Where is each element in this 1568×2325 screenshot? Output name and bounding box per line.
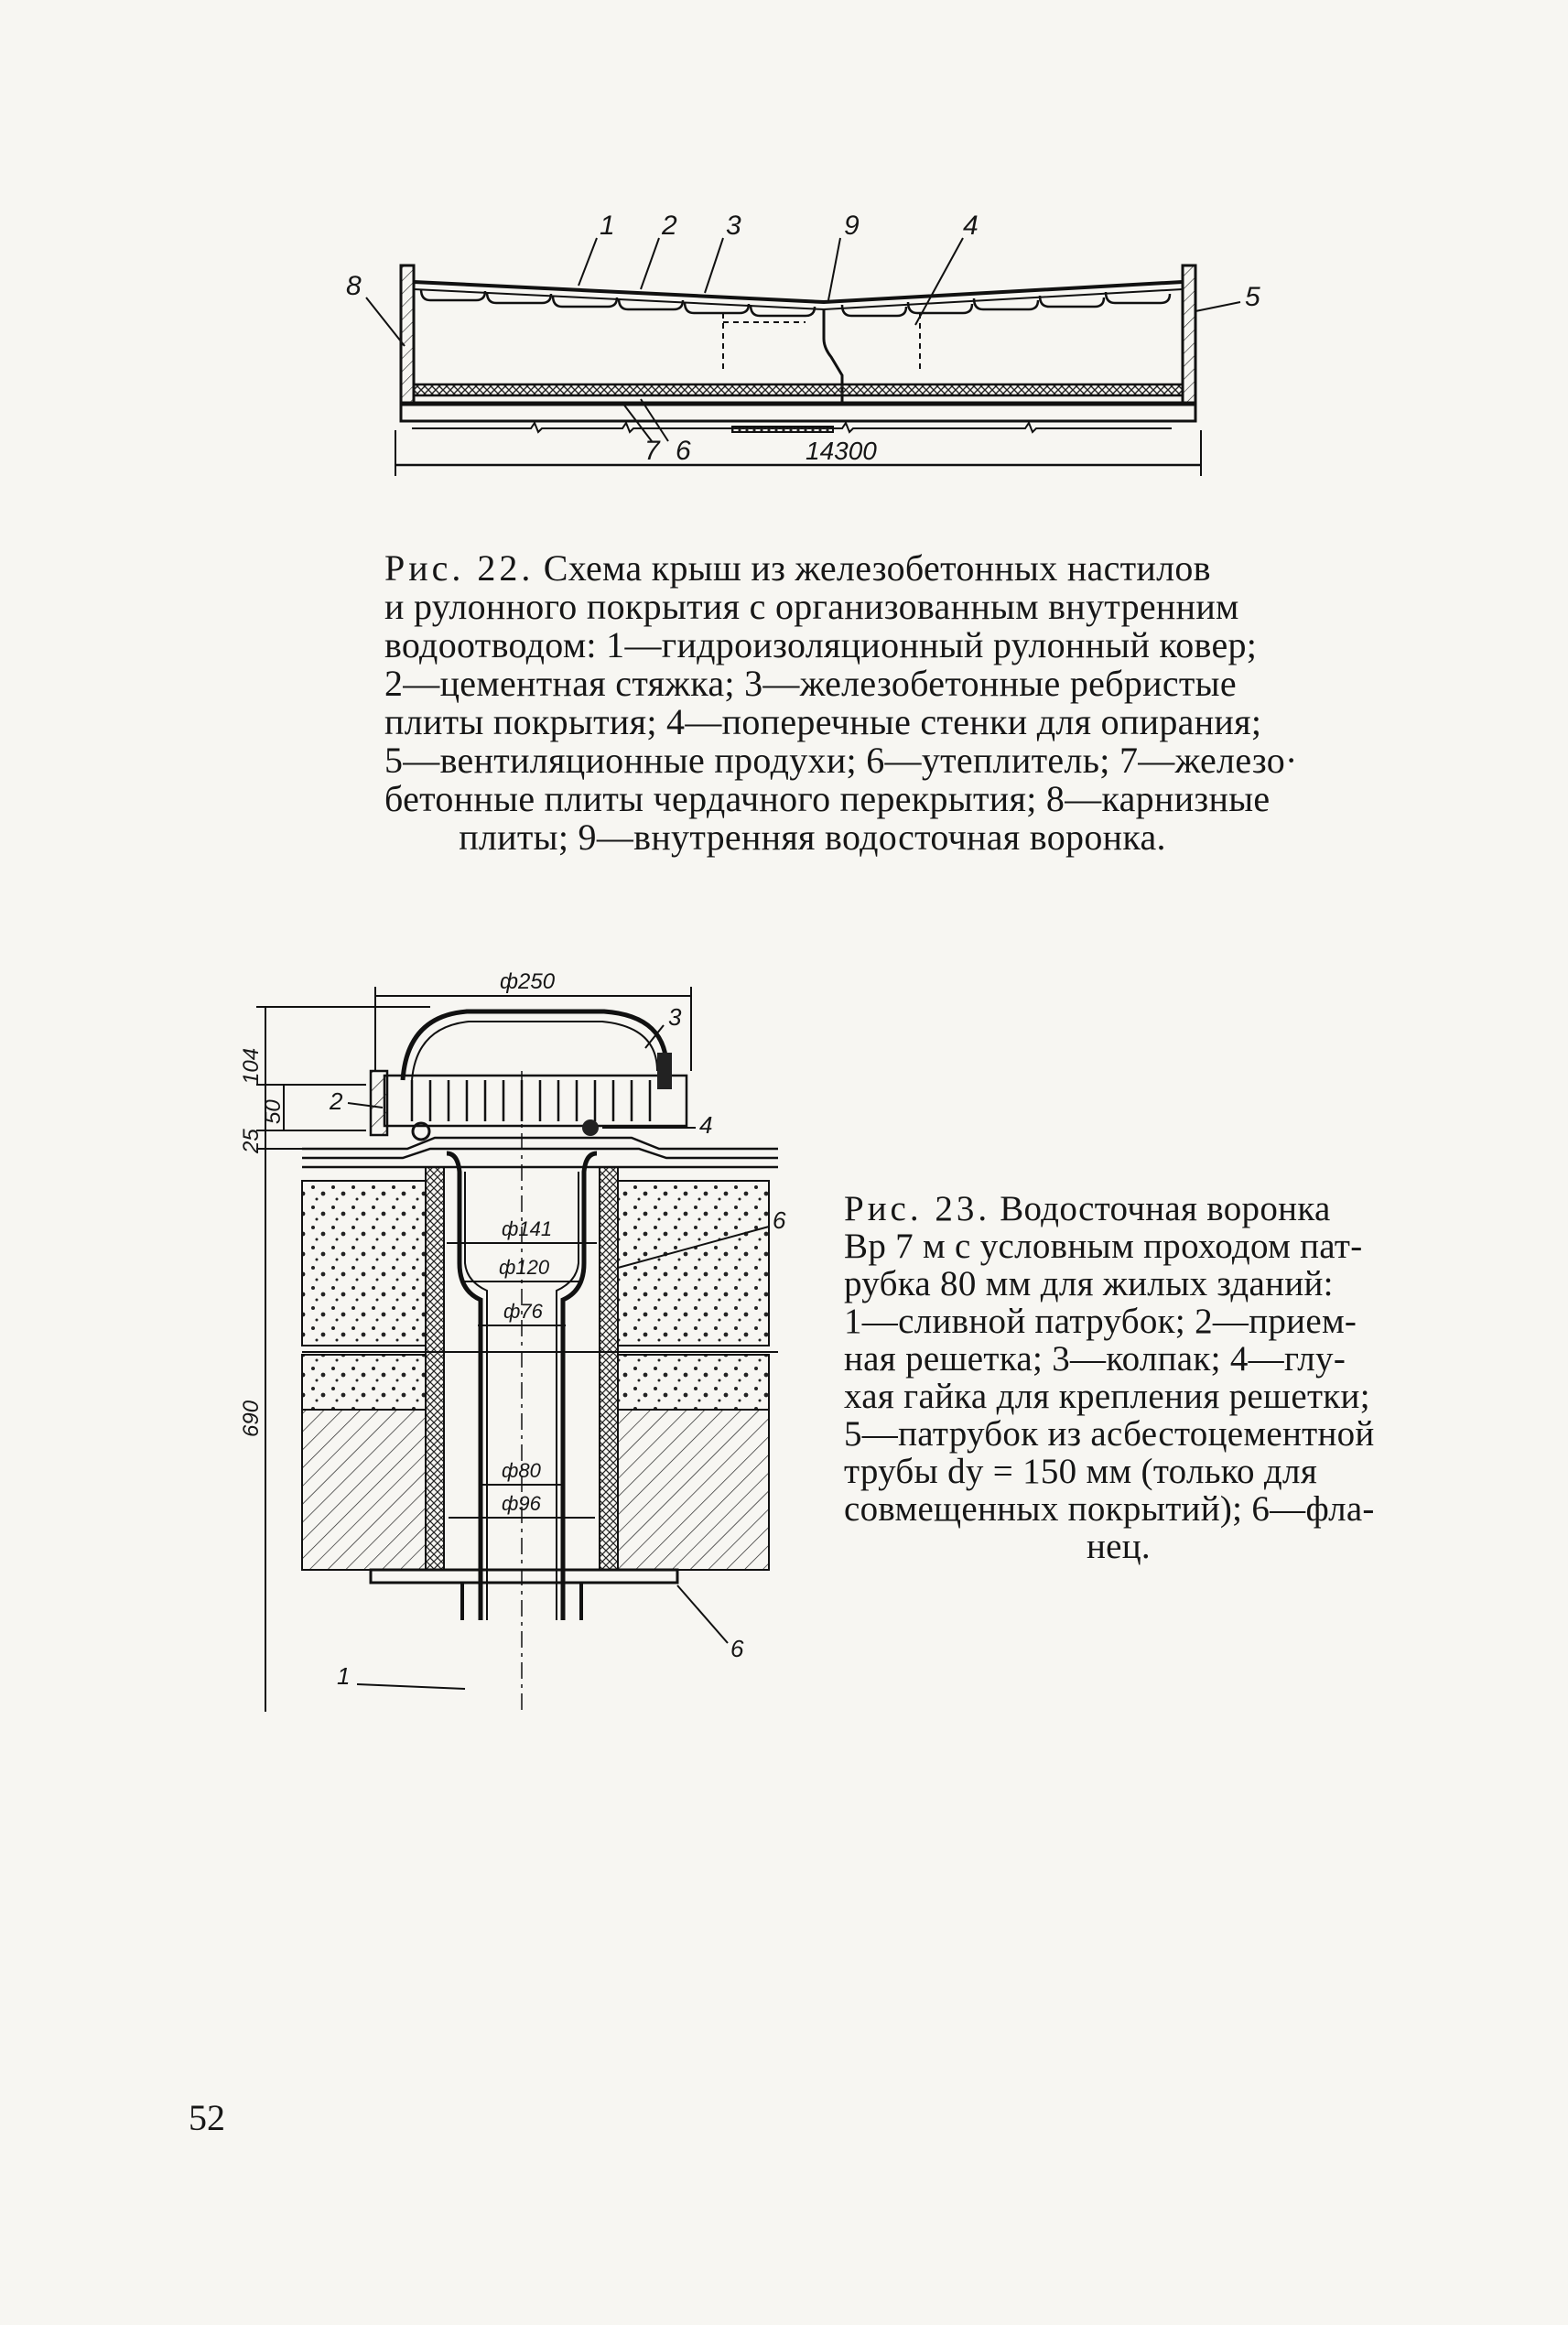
concrete-block-left [302, 1181, 426, 1346]
slab-hatched-right [618, 1410, 769, 1570]
roof-membrane [302, 1138, 778, 1167]
dim-50: 50 [261, 1099, 286, 1124]
callout-6-top: 6 [773, 1206, 786, 1234]
dim-d96: ф96 [502, 1492, 541, 1515]
caption-line: и рулонного покрытия с организованным внутренним [384, 586, 1239, 627]
caption-line: совмещенных покрытий); 6—фла- [844, 1489, 1375, 1529]
callout-9: 9 [844, 211, 860, 241]
figure-22-caption [384, 547, 1298, 858]
caption-line: плиты; 9—внутренняя водосточная воронка. [459, 816, 1166, 858]
roof-surface [414, 282, 1183, 302]
figure-22-roof-section-diagram [330, 211, 1263, 503]
callout-6: 6 [676, 436, 691, 466]
dim-104: 104 [239, 1047, 264, 1085]
asbestos-pipe-right [600, 1167, 618, 1570]
asbestos-pipe-left [426, 1167, 444, 1570]
ribbed-slabs [421, 289, 1170, 316]
callout-3: 3 [726, 211, 741, 241]
dim-d250: ф250 [500, 969, 556, 994]
dim-d141: ф141 [502, 1217, 553, 1240]
callout-2: 2 [330, 1087, 343, 1115]
receiving-grille [384, 1076, 687, 1126]
dim-690: 690 [239, 1400, 264, 1437]
callout-4: 4 [963, 211, 979, 241]
caption-line: водоотводом: 1—гидроизоляционный рулонный ковер; [384, 624, 1258, 665]
caption-line: 5—патрубок из асбестоцементной [844, 1414, 1375, 1454]
caption-line: 1—сливной патрубок; 2—прием- [844, 1302, 1357, 1341]
right-cornice-slab [1183, 265, 1195, 403]
dim-d80: ф80 [502, 1459, 541, 1482]
dim-d120: ф120 [499, 1256, 550, 1279]
callout-1: 1 [600, 211, 615, 241]
caption-line: Вр 7 м с условным проходом пат- [844, 1227, 1363, 1266]
caption-line: ная решетка; 3—колпак; 4—глу- [844, 1339, 1346, 1379]
figure-23-roof-drain-funnel-diagram [229, 961, 833, 1721]
caption-line: 2—цементная стяжка; 3—железобетонные ребристые [384, 663, 1237, 704]
concrete-block-right [618, 1181, 769, 1346]
flange [371, 1570, 677, 1583]
callout-1: 1 [337, 1662, 351, 1690]
callout-2: 2 [662, 211, 677, 241]
caption-line: 5—вентиляционные продухи; 6—утеплитель; 7—железо· [384, 740, 1298, 781]
caption-label: Рис. 23. [844, 1189, 991, 1228]
callout-5: 5 [1245, 282, 1260, 312]
caption-label: Рис. 22. [384, 547, 535, 589]
caption-line: рубка 80 мм для жилых зданий: [844, 1264, 1334, 1303]
slab-hatched-left [302, 1410, 426, 1570]
callout-4: 4 [699, 1111, 713, 1139]
caption-line: Схема крыш из железобетонных настилов [543, 547, 1211, 589]
dimension-14300: 14300 [806, 437, 877, 465]
attic-floor-slab [401, 405, 1195, 421]
callout-8: 8 [346, 271, 362, 301]
figure-23-caption [844, 1190, 1393, 1565]
insulation-layer [414, 384, 1183, 395]
caption-line: Водосточная воронка [1000, 1189, 1331, 1228]
callout-7: 7 [644, 436, 660, 466]
caption-line: бетонные плиты чердачного перекрытия; 8—карнизные [384, 778, 1271, 819]
page-number: 52 [189, 2097, 225, 2138]
funnel-body [447, 1153, 481, 1620]
dim-25: 25 [239, 1129, 264, 1153]
caption-line: нец. [1086, 1527, 1151, 1566]
caption-line: трубы dу = 150 мм (только для [844, 1452, 1318, 1491]
callout-6-bottom: 6 [730, 1635, 744, 1662]
dim-d76: ф76 [503, 1300, 543, 1323]
caption-line: хая гайка для крепления решетки; [844, 1377, 1370, 1416]
left-cornice-slab [401, 265, 414, 403]
callout-3: 3 [668, 1003, 682, 1031]
caption-line: плиты покрытия; 4—поперечные стенки для опирания; [384, 701, 1262, 742]
